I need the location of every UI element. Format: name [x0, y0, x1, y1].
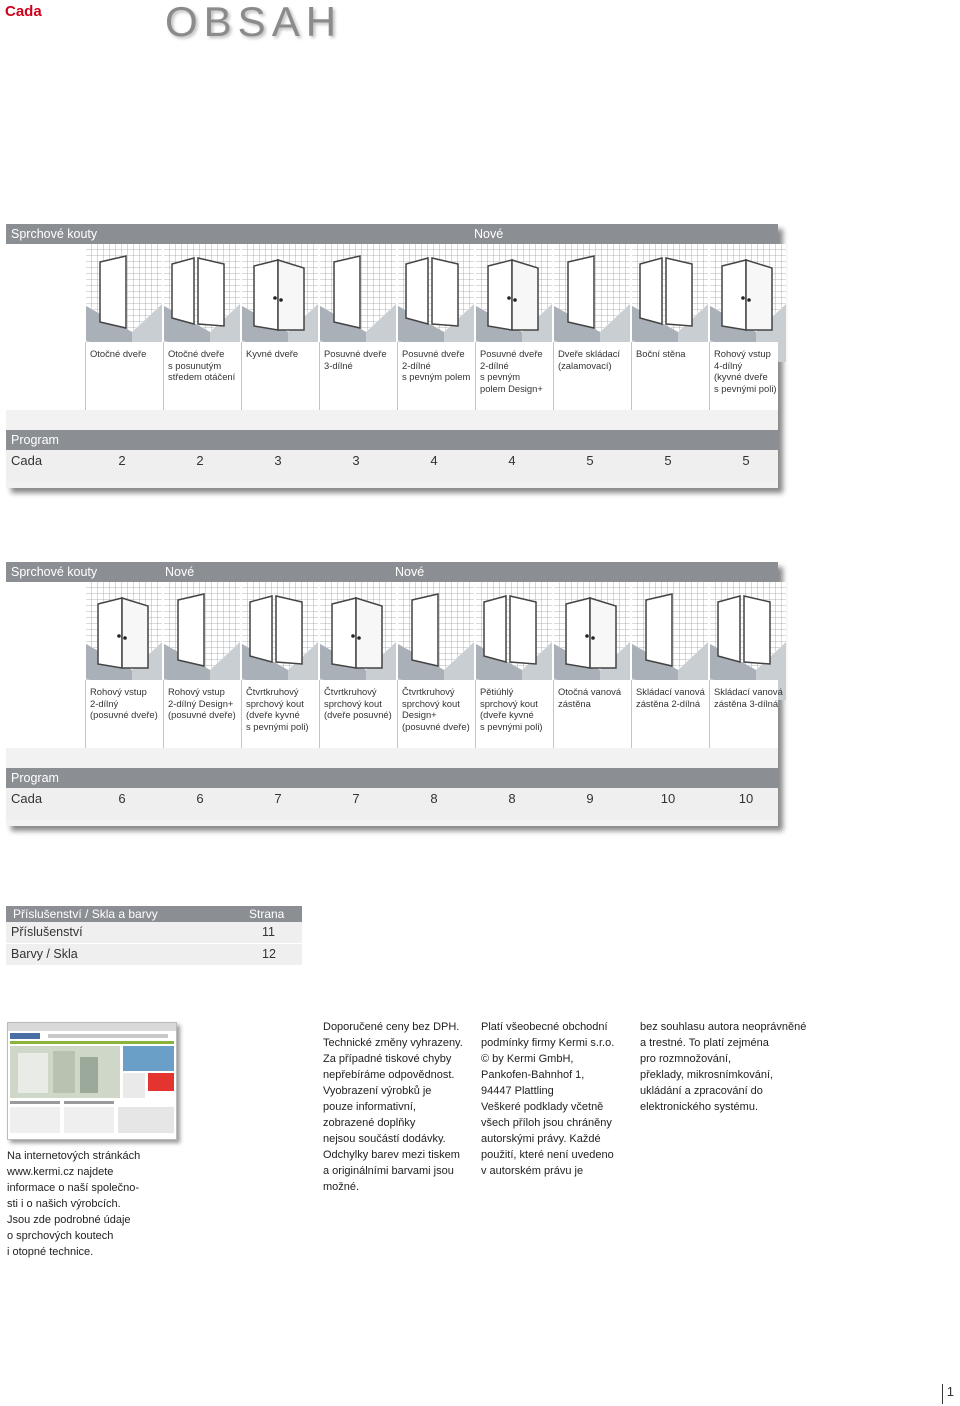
- program-page-number: 3: [352, 453, 360, 468]
- accessories-header-label: Příslušenství / Skla a barvy: [13, 907, 158, 921]
- table-2-program-row: [6, 768, 778, 820]
- program-page-number: 9: [586, 791, 594, 806]
- product-label: Otočné dveře: [90, 348, 147, 359]
- product-label: Otočná vanová zástěna: [558, 686, 622, 709]
- accessories-row-label: Barvy / Skla: [11, 947, 78, 961]
- program-page-number: 10: [660, 791, 676, 806]
- product-label: Posuvné dveře 2-dílné s pevným polem: [402, 348, 471, 383]
- product-label: Kyvné dveře: [246, 348, 299, 359]
- program-page-number: 3: [274, 453, 282, 468]
- program-page-number: 5: [742, 453, 750, 468]
- accessories-header: [6, 906, 302, 922]
- program-page-number: 5: [664, 453, 672, 468]
- table-2-new-badge-2: Nové: [395, 565, 425, 579]
- product-label: Čtvrtkruhový sprchový kout (dveře kyvné s pevnými poli): [246, 686, 309, 732]
- product-label: Rohový vstup 2-dílný (posuvné dveře): [90, 686, 158, 721]
- product-label: Otočné dveře s posunutým středem otáčení: [168, 348, 236, 383]
- program-page-number: 10: [738, 791, 754, 806]
- product-label: Čtvrtkruhový sprchový kout Design+ (posuvné dveře): [402, 686, 470, 732]
- accessories-row-page: 11: [262, 925, 275, 939]
- notes-column-3: bez souhlasu autora neoprávněné a trestné. To platí zejména pro rozmnožování, překlady, mikrosnímkování, ukládání a zpracování do elektronického systému.: [640, 1021, 807, 1113]
- product-label: Čtvrtkruhový sprchový kout (dveře posuvné): [324, 686, 392, 721]
- website-screenshot: [7, 1022, 177, 1140]
- accessories-row-label: Příslušenství: [11, 925, 83, 939]
- program-page-number: 6: [196, 791, 204, 806]
- product-label: Skládací vanová zástěna 2-dílná: [636, 686, 705, 709]
- program-page-number: 4: [508, 453, 516, 468]
- page-title: OBSAH: [165, 0, 343, 45]
- accessories-table: [6, 906, 302, 966]
- table-1-program-row: [6, 430, 778, 482]
- program-page-number: 4: [430, 453, 438, 468]
- table-2-program-label: Program: [11, 771, 59, 785]
- shower-table-2: [6, 562, 783, 826]
- notes-column-1: Doporučené ceny bez DPH. Technické změny vyhrazeny. Za případné tiskové chyby nepřebíráme odpovědnost. Vyobrazení výrobků je pouze informativní, zobrazené doplňky nejsou součástí dodávky. Odchylky barev mezi tiskem a originálními barvami jsou možné.: [323, 1021, 463, 1193]
- accessories-row: [6, 944, 302, 966]
- product-label: Pětiúhlý sprchový kout (dveře kyvné s pevnými poli): [480, 686, 543, 732]
- product-label: Posuvné dveře 3-dílné: [324, 348, 387, 371]
- product-label: Dveře skládací (zalamovací): [558, 348, 621, 371]
- program-page-number: 8: [508, 791, 516, 806]
- table-1-labels: [6, 342, 778, 410]
- website-text: Na internetových stránkách www.kermi.cz najdete informace o naší společno- sti i o našich výrobcích. Jsou zde podrobné údaje o sprchových koutech i otopné technice.: [7, 1150, 141, 1258]
- table-1-new-badge: Nové: [474, 227, 504, 241]
- program-page-number: 2: [118, 453, 126, 468]
- table-2-header-band: [6, 562, 778, 582]
- table-1-category: Sprchové kouty: [11, 227, 98, 241]
- page-number: 1: [942, 1384, 954, 1404]
- product-label: Boční stěna: [636, 348, 686, 359]
- program-page-number: 5: [586, 453, 594, 468]
- table-2-row-label: Cada: [11, 791, 43, 806]
- notes-column-2: Platí všeobecné obchodní podmínky firmy Kermi s.r.o. © by Kermi GmbH, Pankofen-Bahnhof 1, 94447 Plattling Veškeré podklady včetně všech příloh jsou chráněny autorskými právy. Každé použití, které není uvedeno v autorském právu je: [481, 1021, 615, 1177]
- product-label: Posuvné dveře 2-dílné s pevným polem Design+: [480, 348, 543, 394]
- table-1-header-band: [6, 224, 778, 244]
- table-1-program-label: Program: [11, 433, 59, 447]
- table-2-labels: [6, 680, 783, 748]
- accessories-row: [6, 922, 302, 944]
- table-2-new-badge-1: Nové: [165, 565, 195, 579]
- accessories-header-page: Strana: [249, 907, 285, 921]
- program-page-number: 6: [118, 791, 126, 806]
- program-page-number: 2: [196, 453, 204, 468]
- program-page-number: 8: [430, 791, 438, 806]
- program-page-number: 7: [352, 791, 360, 806]
- product-label: Rohový vstup 4-dílný (kyvné dveře s pevnými poli): [714, 348, 777, 394]
- section-label: Cada: [5, 3, 42, 20]
- program-page-number: 7: [274, 791, 282, 806]
- table-2-category: Sprchové kouty: [11, 565, 98, 579]
- shower-table-1: [6, 224, 778, 488]
- accessories-row-page: 12: [262, 947, 276, 961]
- product-label: Skládací vanová zástěna 3-dílná: [714, 686, 783, 709]
- table-1-row-label: Cada: [11, 453, 43, 468]
- product-label: Rohový vstup 2-dílný Design+ (posuvné dveře): [168, 686, 236, 721]
